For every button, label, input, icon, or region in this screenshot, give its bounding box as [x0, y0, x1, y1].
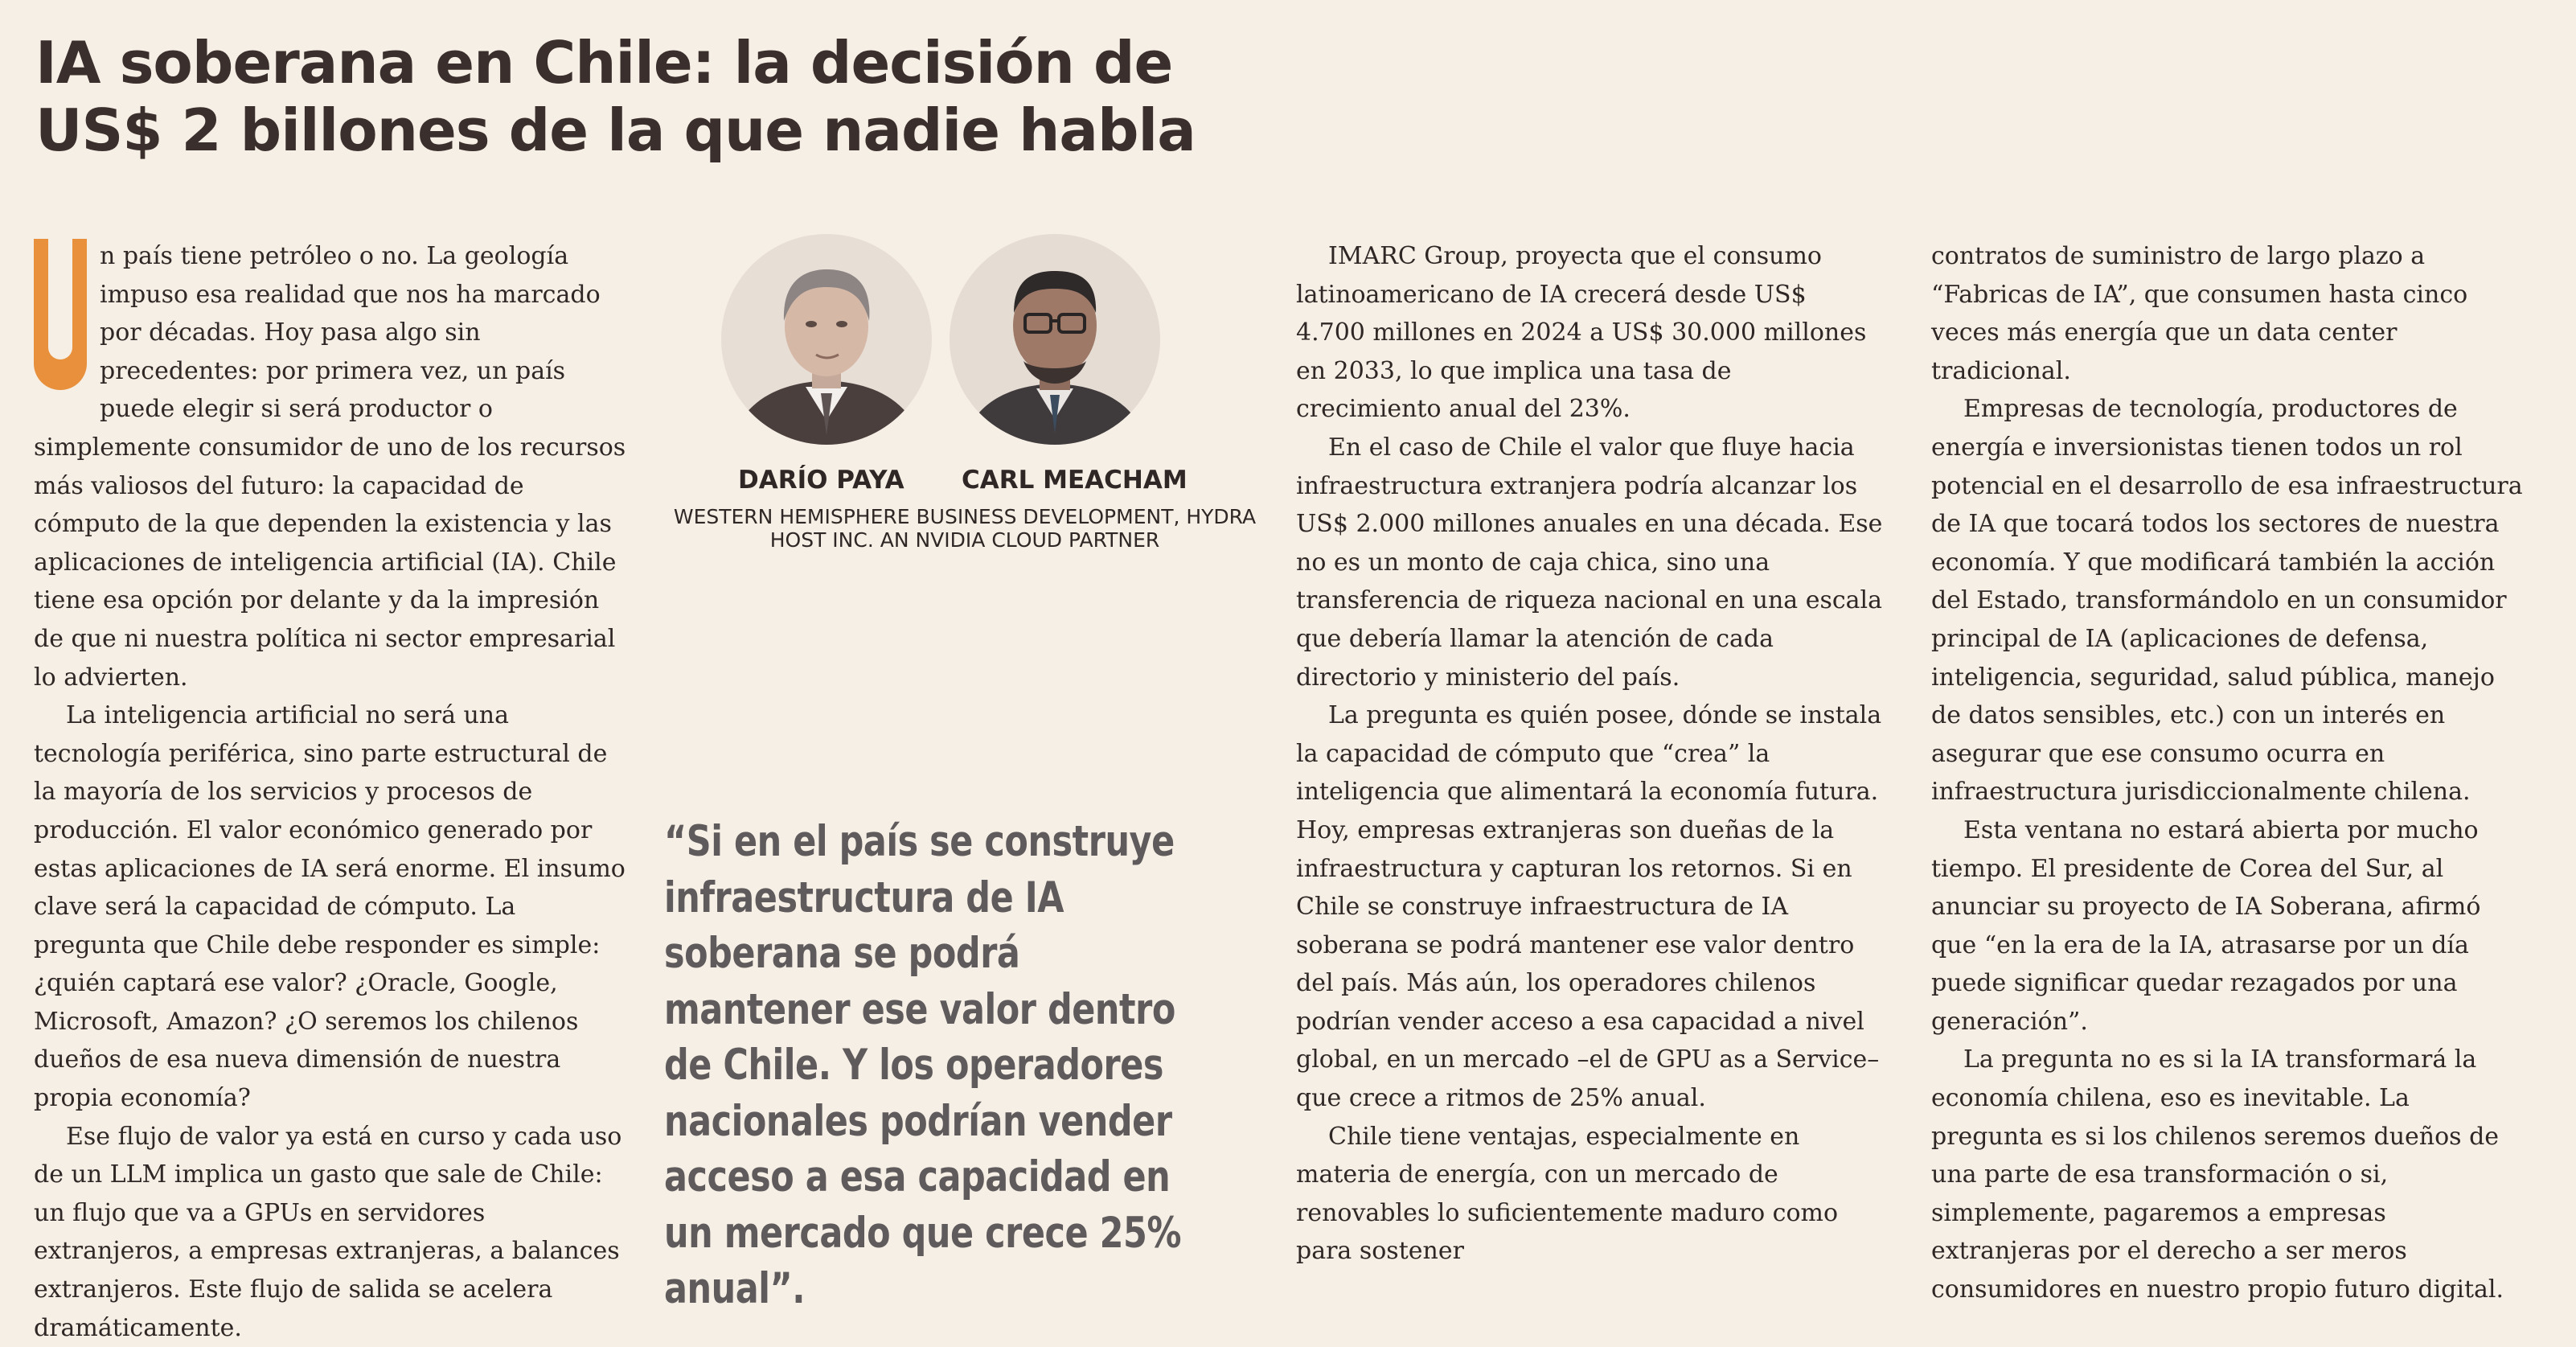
pull-quote: “Si en el país se construye infraestructura de IA soberana se podrá mantener ese valor dentro de Chile. Y los operadores nacionales podrían vender acceso a esa capacidad en un mercado que crece 25% anual”.: [664, 817, 1182, 1313]
paragraph: contratos de suministro de largo plazo a “Fabricas de IA”, que consumen hasta cinco veces más energía que un data center tradicional.: [1931, 242, 2468, 385]
paragraph: Chile tiene ventajas, especialmente en materia de energía, con un mercado de renovables lo suficientemente maduro como para sostener: [1296, 1122, 1839, 1266]
article-title: IA soberana en Chile: la decisión de US$ 2 billones de la que nadie habla: [35, 29, 1196, 164]
paragraph: La pregunta no es si la IA transformará la economía chilena, eso es inevitable. La pregunta es si los chilenos seremos dueños de una parte de esa transformación o si, simplemente, pagaremos a empresas extranjeras por el derecho a ser meros consumidores en nuestro propio futuro digital.: [1931, 1045, 2504, 1304]
paragraph: La inteligencia artificial no será una tecnología periférica, sino parte estructural de la mayoría de los servicios y procesos de producción. El valor económico generado por estas aplicaciones de IA será enorme. El insumo clave será la capacidad de cómputo. La pregunta que Chile debe responder es simple: ¿quién captará ese valor? ¿Oracle, Google, Microsoft, Amazon? ¿O seremos los chilenos dueños de esa nueva dimensión de nuestra propia economía?: [34, 701, 626, 1113]
article-column-1: [34, 237, 629, 1347]
author-name-1: DARÍO PAYA: [738, 466, 904, 495]
article-column-4: [1931, 237, 2526, 1309]
author-photo-dario-paya: [721, 234, 932, 445]
paragraph: Empresas de tecnología, productores de energía e inversionistas tienen todos un rol potencial en el desarrollo de esa infraestructura de IA que tocará todos los sectores de nuestra economía. Y que modificará también la acción del Estado, transformándolo en un consumidor principal de IA (aplicaciones de defensa, inteligencia, seguridad, salud pública, manejo de datos sensibles, etc.) con un interés en asegurar que ese consumo ocurra en infraestructura jurisdiccionalmente chilena.: [1931, 395, 2523, 807]
drop-cap-letter: [34, 239, 35, 240]
author-role: WESTERN HEMISPHERE BUSINESS DEVELOPMENT, HYDRA HOST INC. AN NVIDIA CLOUD PARTNER: [673, 505, 1257, 552]
paragraph: La pregunta es quién posee, dónde se instala la capacidad de cómputo que “crea” la inteligencia que alimentará la economía futura. Hoy, empresas extranjeras son dueñas de la infraestructura y capturan los retornos. Si en Chile se construye infraestructura de IA soberana se podrá mantener ese valor dentro del país. Más aún, los operadores chilenos podrían vender acceso a esa capacidad a nivel global, en un mercado –el de GPU as a Service– que crece a ritmos de 25% anual.: [1296, 701, 1882, 1113]
article-column-3: [1296, 237, 1883, 1271]
paragraph: En el caso de Chile el valor que fluye hacia infraestructura extranjera podría alcanzar los US$ 2.000 millones anuales en una década. Ese no es un monto de caja chica, sino una transferencia de riqueza nacional en una escala que debería llamar la atención de cada directorio y ministerio del país.: [1296, 433, 1883, 692]
drop-cap: [34, 239, 87, 392]
author-photo-carl-meacham: [950, 234, 1160, 445]
paragraph: n país tiene petróleo o no. La geología impuso esa realidad que nos ha marcado por décadas. Hoy pasa algo sin precedentes: por primera vez, un país puede elegir si será productor o simplemente consumidor de uno de los recursos más valiosos del futuro: la capacidad de cómputo de la que dependen la existencia y las aplicaciones de inteligencia artificial (IA). Chile tiene esa opción por delante y da la impresión de que ni nuestra política ni sector empresarial lo advierten.: [34, 242, 626, 692]
paragraph: Ese flujo de valor ya está en curso y cada uso de un LLM implica un gasto que sale de Chile: un flujo que va a GPUs en servidores extranjeros, a empresas extranjeras, a balances extranjeros. Este flujo de salida se acelera dramáticamente.: [34, 1122, 622, 1342]
author-name-2: CARL MEACHAM: [962, 466, 1188, 495]
paragraph: IMARC Group, proyecta que el consumo latinoamericano de IA crecerá desde US$ 4.700 millones en 2024 a US$ 30.000 millones en 2033, lo que implica una tasa de crecimiento anual del 23%.: [1296, 242, 1867, 424]
paragraph: Esta ventana no estará abierta por mucho tiempo. El presidente de Corea del Sur, al anunciar su proyecto de IA Soberana, afirmó que “en la era de la IA, atrasarse por un día puede significar quedar rezagados por una generación”.: [1931, 815, 2481, 1036]
